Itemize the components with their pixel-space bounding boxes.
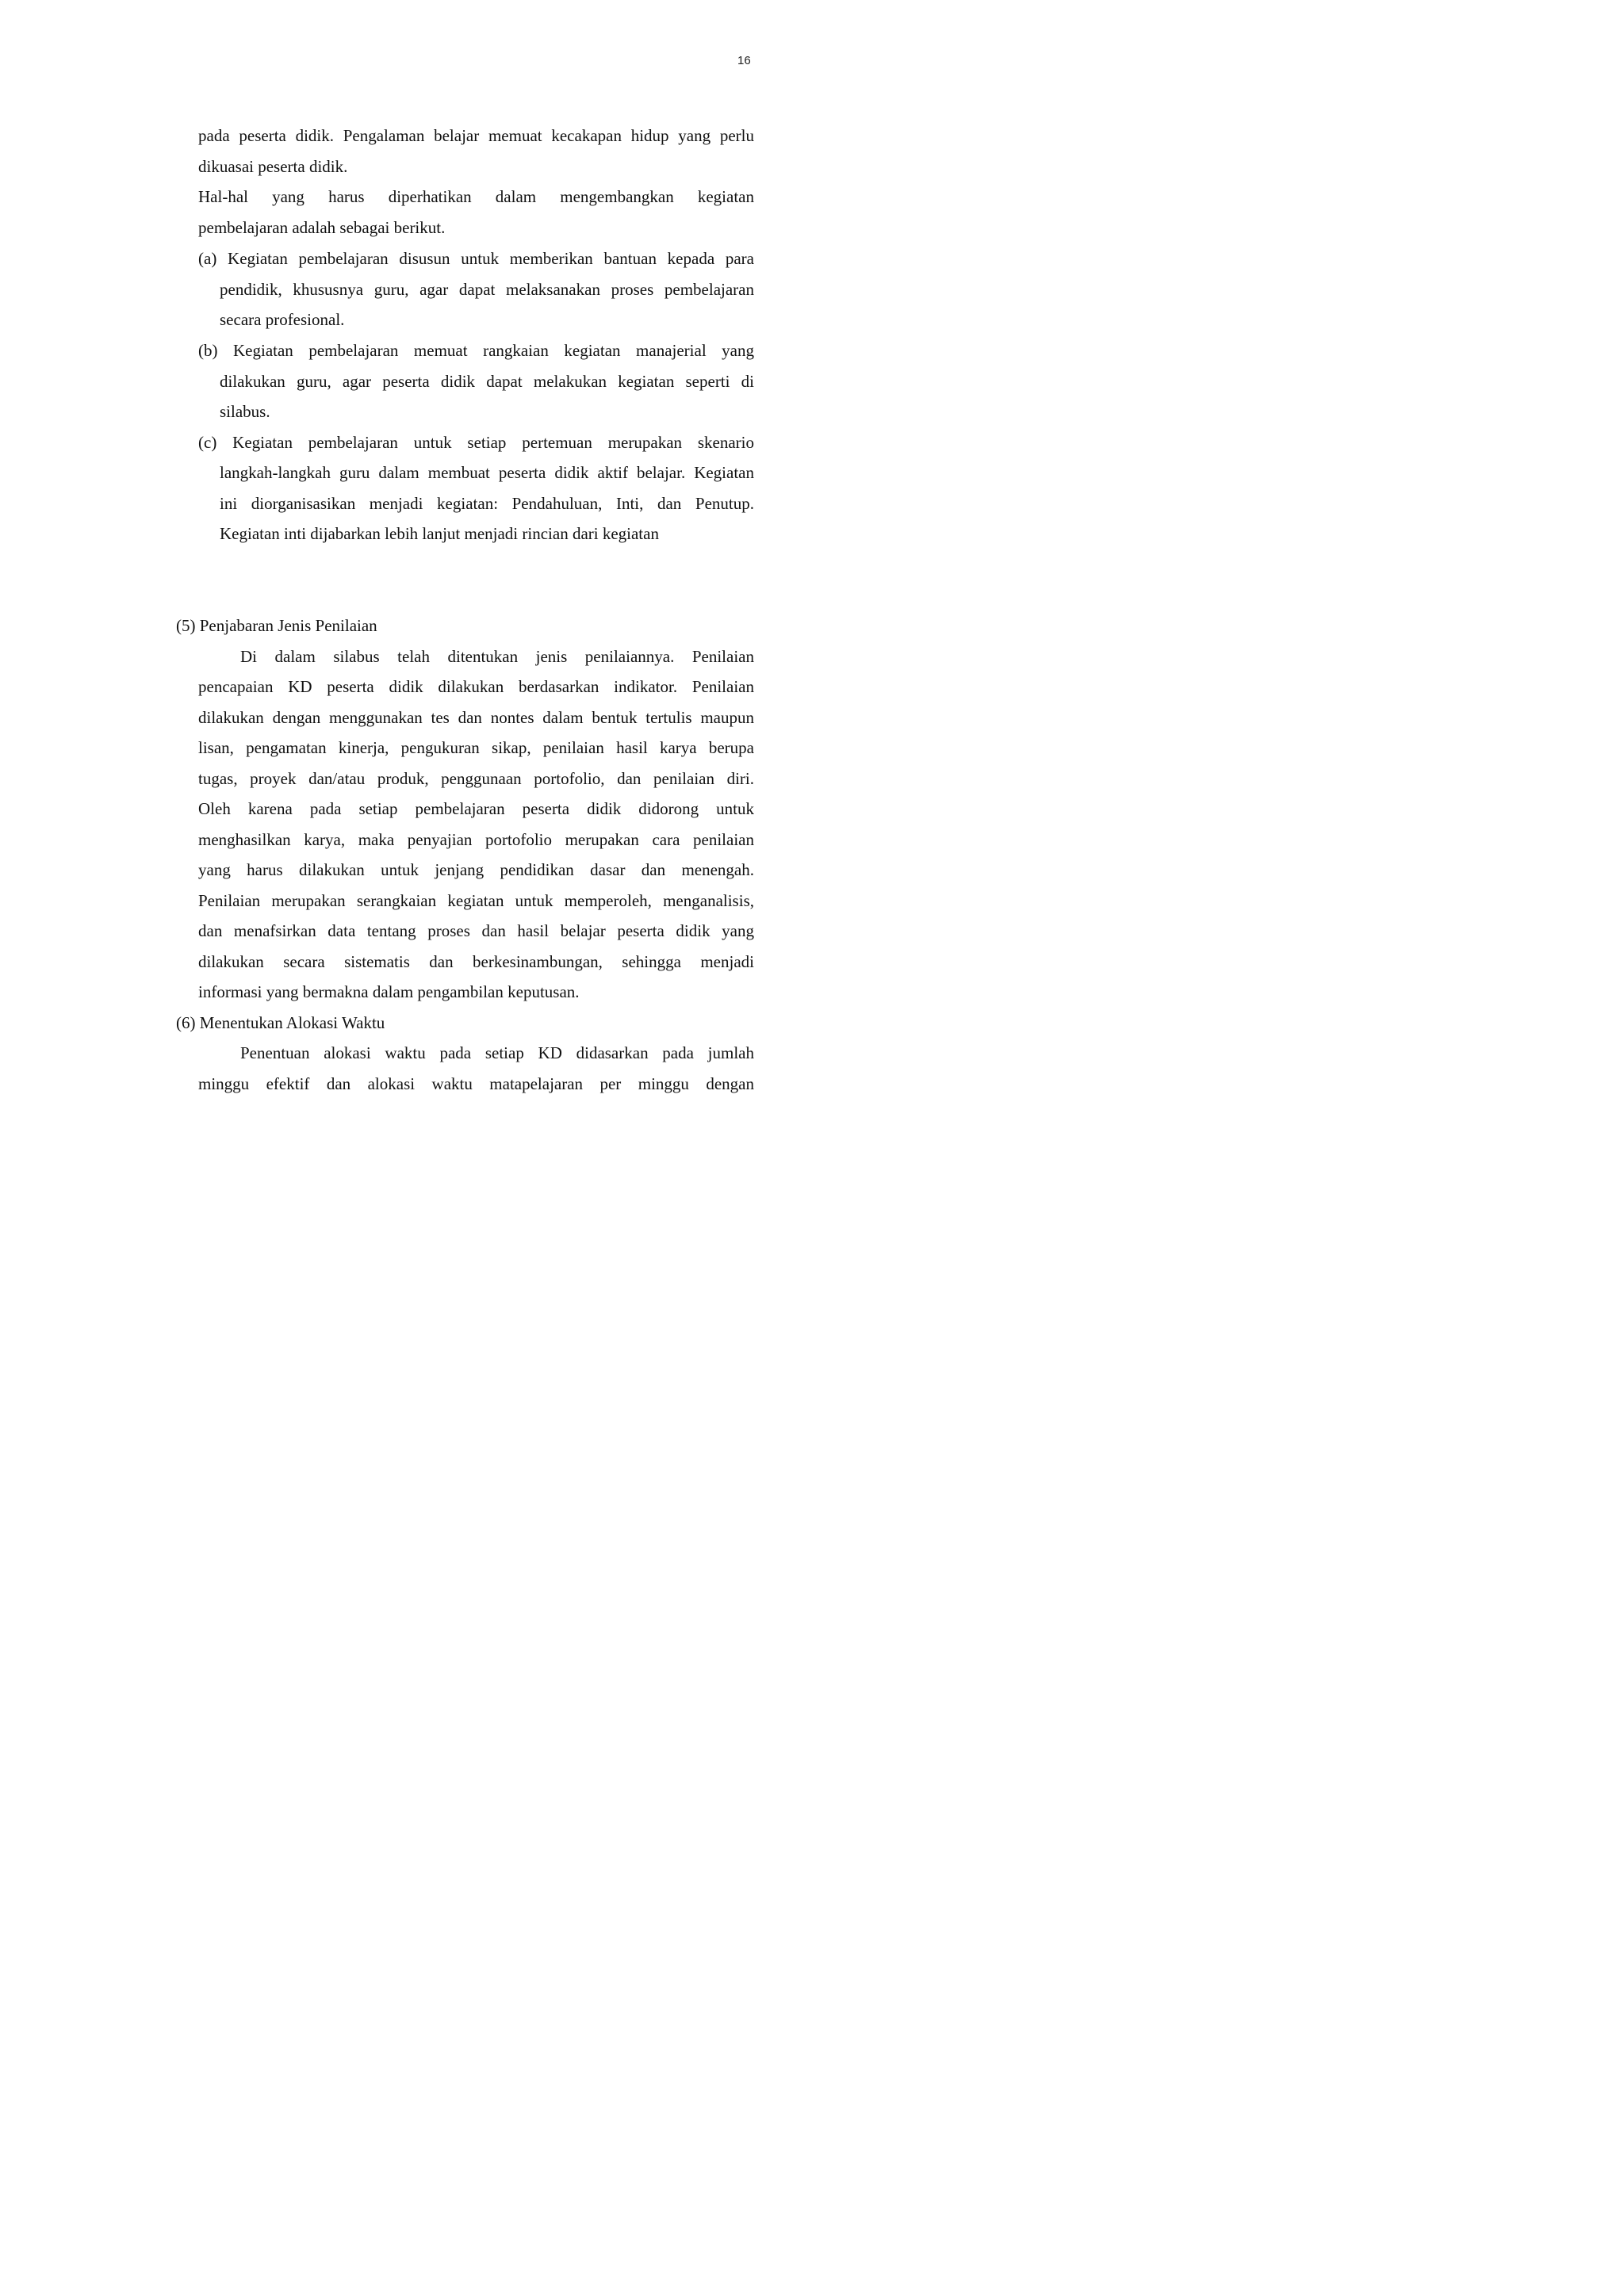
- paragraph-line: yang harus dilakukan untuk jenjang pendidikan dasar dan menengah.: [198, 860, 754, 879]
- paragraph-line: tugas, proyek dan/atau produk, penggunaan portofolio, dan penilaian diri.: [198, 769, 754, 788]
- list-item-line: silabus.: [220, 402, 270, 421]
- list-item-line: (c) Kegiatan pembelajaran untuk setiap pertemuan merupakan skenario: [198, 433, 754, 452]
- paragraph-line: Penentuan alokasi waktu pada setiap KD didasarkan pada jumlah: [240, 1043, 754, 1062]
- paragraph-line: pencapaian KD peserta didik dilakukan berdasarkan indikator. Penilaian: [198, 677, 754, 696]
- list-item-line: ini diorganisasikan menjadi kegiatan: Pendahuluan, Inti, dan Penutup.: [220, 494, 754, 513]
- list-item-line: langkah-langkah guru dalam membuat peserta didik aktif belajar. Kegiatan: [220, 463, 754, 482]
- paragraph-line: lisan, pengamatan kinerja, pengukuran sikap, penilaian hasil karya berupa: [198, 738, 754, 757]
- list-item-line: secara profesional.: [220, 310, 345, 329]
- list-item-line: dilakukan guru, agar peserta didik dapat melakukan kegiatan seperti di: [220, 372, 754, 391]
- paragraph-line: Di dalam silabus telah ditentukan jenis penilaiannya. Penilaian: [240, 647, 754, 666]
- paragraph-line: pada peserta didik. Pengalaman belajar memuat kecakapan hidup yang perlu: [198, 126, 754, 145]
- section-heading: (6) Menentukan Alokasi Waktu: [176, 1013, 385, 1032]
- paragraph-line: dikuasai peserta didik.: [198, 157, 348, 176]
- section-heading: (5) Penjabaran Jenis Penilaian: [176, 616, 377, 635]
- paragraph-line: dilakukan secara sistematis dan berkesinambungan, sehingga menjadi: [198, 952, 754, 971]
- document-page: [0, 0, 872, 1234]
- paragraph-line: dilakukan dengan menggunakan tes dan nontes dalam bentuk tertulis maupun: [198, 708, 754, 727]
- paragraph-line: minggu efektif dan alokasi waktu matapelajaran per minggu dengan: [198, 1074, 754, 1093]
- paragraph-line: menghasilkan karya, maka penyajian portofolio merupakan cara penilaian: [198, 830, 754, 849]
- paragraph-line: Oleh karena pada setiap pembelajaran peserta didik didorong untuk: [198, 799, 754, 818]
- paragraph-line: Hal-hal yang harus diperhatikan dalam mengembangkan kegiatan: [198, 187, 754, 206]
- list-item-line: (b) Kegiatan pembelajaran memuat rangkaian kegiatan manajerial yang: [198, 341, 754, 360]
- page-number: 16: [737, 54, 751, 67]
- paragraph-line: dan menafsirkan data tentang proses dan hasil belajar peserta didik yang: [198, 921, 754, 940]
- paragraph-line: pembelajaran adalah sebagai berikut.: [198, 218, 446, 237]
- list-item-line: Kegiatan inti dijabarkan lebih lanjut menjadi rincian dari kegiatan: [220, 524, 659, 543]
- paragraph-line: Penilaian merupakan serangkaian kegiatan untuk memperoleh, menganalisis,: [198, 891, 754, 910]
- paragraph-line: informasi yang bermakna dalam pengambilan keputusan.: [198, 982, 580, 1001]
- list-item-line: (a) Kegiatan pembelajaran disusun untuk memberikan bantuan kepada para: [198, 249, 754, 268]
- list-item-line: pendidik, khususnya guru, agar dapat melaksanakan proses pembelajaran: [220, 280, 754, 299]
